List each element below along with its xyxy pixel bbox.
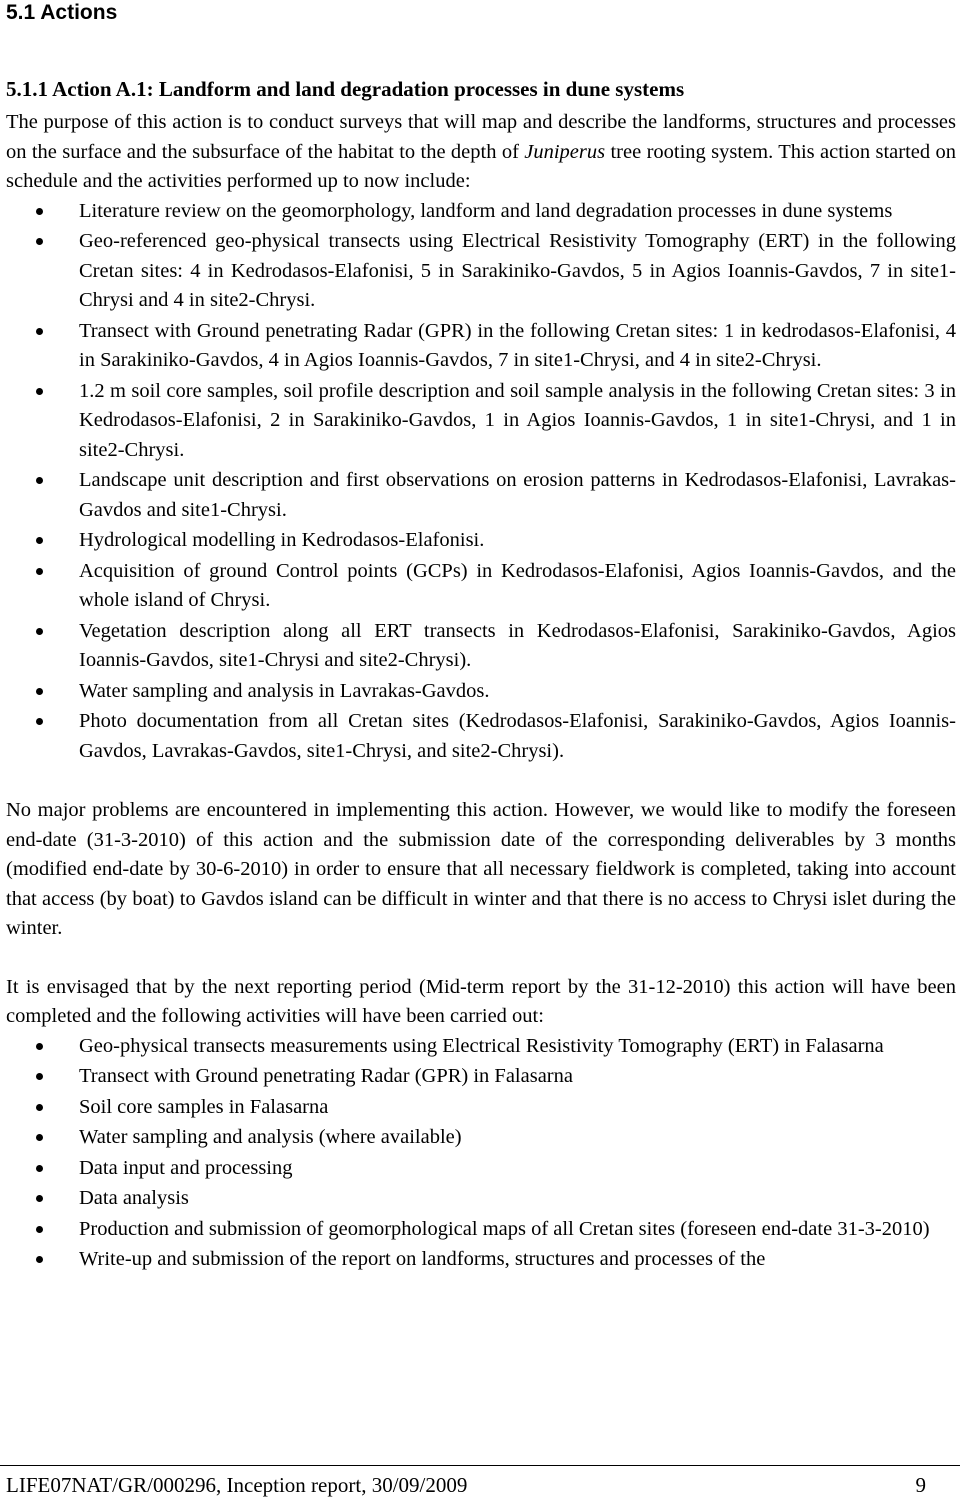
list-item	[6, 466, 956, 525]
list-item-text: Photo documentation from all Cretan sites (Kedrodasos-Elafonisi, Sarakiniko-Gavdos, Agios Ioannis-Gavdos, Lavrakas-Gavdos, site1-Chrysi, and site2-Chrysi).	[79, 710, 956, 762]
list-item-text: Production and submission of geomorphological maps of all Cretan sites (foreseen end-date 31-3-2010)	[79, 1217, 930, 1240]
bullet-icon	[36, 568, 43, 575]
footer-reference: LIFE07NAT/GR/000296, Inception report, 30/09/2009	[6, 1473, 468, 1497]
bullet-icon	[36, 208, 43, 215]
list-item	[6, 317, 956, 376]
list-item	[6, 1093, 956, 1123]
list-item	[6, 1032, 956, 1062]
body-content	[6, 108, 956, 1276]
list-item-text: Write-up and submission of the report on landforms, structures and processes of the	[79, 1248, 766, 1270]
list-item	[6, 707, 956, 766]
subsection-heading: 5.1.1 Action A.1: Landform and land degradation processes in dune systems	[6, 77, 685, 101]
list-item-text: Transect with Ground penetrating Radar (GPR) in Falasarna	[79, 1065, 573, 1087]
list-item-text: Hydrological modelling in Kedrodasos-Elafonisi.	[79, 529, 485, 551]
bullet-icon	[36, 1043, 43, 1050]
list-item-text: Landscape unit description and first observations on erosion patterns in Kedrodasos-Elafonisi, Lavrakas-Gavdos and site1-Chrysi.	[79, 469, 956, 521]
list-item	[6, 1123, 956, 1153]
problems-paragraph: No major problems are encountered in implementing this action. However, we would like to modify the foreseen end-date (31-3-2010) of this action and the submission date of the corresponding deliverables by 3 months (modified end-date by 30-6-2010) in order to ensure that all necessary fieldwork is completed, taking into account that access (by boat) to Gavdos island can be difficult in winter and that there is no access to Chrysi islet during the winter.	[6, 799, 956, 939]
list-item-text: 1.2 m soil core samples, soil profile description and soil sample analysis in the following Cretan sites: 3 in Kedrodasos-Elafonisi, 2 in Sarakiniko-Gavdos, 1 in Agios Ioannis-Gavdos, 1 in site1-Chrysi, and 1 in site2-Chrysi.	[79, 379, 956, 461]
bullet-icon	[36, 1104, 43, 1111]
bullet-icon	[36, 388, 43, 395]
list-item	[6, 677, 956, 707]
list-item-text: Geo-referenced geo-physical transects using Electrical Resistivity Tomography (ERT) in the following Cretan sites: 4 in Kedrodasos-Elafonisi, 5 in Sarakiniko-Gavdos, 5 in Agios Ioannis-Gavdos, 7 in site1-Chrysi and 4 in site2-Chrysi.	[79, 230, 956, 311]
bullet-icon	[36, 1195, 43, 1202]
list-item	[6, 1062, 956, 1092]
list-item	[6, 526, 956, 556]
list-item	[6, 227, 956, 316]
list-item	[6, 377, 956, 466]
list-item-text: Water sampling and analysis in Lavrakas-Gavdos.	[79, 679, 490, 702]
bullet-icon	[36, 1165, 43, 1172]
bullet-icon	[36, 328, 43, 335]
list-item-text: Transect with Ground penetrating Radar (GPR) in the following Cretan sites: 1 in kedrodasos-Elafonisi, 4 in Sarakiniko-Gavdos, 4 in Agios Ioannis-Gavdos, 7 in site1-Chrysi, and 4 in site2-Chrysi.	[79, 319, 956, 371]
species-name: Juniperus	[524, 140, 606, 163]
list-item-text: Soil core samples in Falasarna	[79, 1095, 329, 1118]
list-item-text: Geo-physical transects measurements using Electrical Resistivity Tomography (ERT) in Falasarna	[79, 1034, 884, 1057]
bullet-icon	[36, 537, 43, 544]
bullet-icon	[36, 477, 43, 484]
bullet-icon	[36, 718, 43, 725]
list-item	[6, 1154, 956, 1184]
list-item-text: Water sampling and analysis (where available)	[79, 1126, 462, 1148]
bullet-icon	[36, 628, 43, 635]
list-item	[6, 1184, 956, 1214]
list-item-text: Literature review on the geomorphology, landform and land degradation processes in dune systems	[79, 199, 893, 222]
list-item	[6, 1245, 956, 1275]
list-item	[6, 557, 956, 616]
bullet-icon	[36, 1226, 43, 1233]
bullet-icon	[36, 1134, 43, 1141]
list-item-text: Acquisition of ground Control points (GCPs) in Kedrodasos-Elafonisi, Agios Ioannis-Gavdos, and the whole island of Chrysi.	[79, 559, 956, 611]
list-item-text: Data input and processing	[79, 1156, 293, 1179]
list-item	[6, 1215, 956, 1245]
list-item-text: Data analysis	[79, 1187, 189, 1209]
list-item	[6, 197, 956, 227]
planned-activities-list	[6, 1032, 956, 1275]
bullet-icon	[36, 688, 43, 695]
envisaged-paragraph: It is envisaged that by the next reporting period (Mid-term report by the 31-12-2010) this action will have been completed and the following activities will have been carried out:	[6, 975, 956, 1027]
footer-rule	[0, 1465, 960, 1466]
bullet-icon	[36, 1073, 43, 1080]
list-item-text: Vegetation description along all ERT transects in Kedrodasos-Elafonisi, Sarakiniko-Gavdos, Agios Ioannis-Gavdos, site1-Chrysi and site2-Chrysi).	[79, 619, 956, 671]
bullet-icon	[36, 238, 43, 245]
intro-text-part1: The purpose of this action is to conduct surveys that will map and describe the landforms, structures and processes on the surface and the subsurface of the habitat to the depth of	[6, 111, 956, 163]
completed-activities-list	[6, 197, 956, 767]
list-item	[6, 617, 956, 676]
intro-text-part2: tree rooting system. This action started on schedule and the activities performed up to now include:	[6, 140, 956, 192]
intro-paragraph	[6, 108, 956, 197]
section-heading: 5.1 Actions	[6, 1, 118, 24]
page-number: 9	[915, 1473, 926, 1497]
bullet-icon	[36, 1256, 43, 1263]
